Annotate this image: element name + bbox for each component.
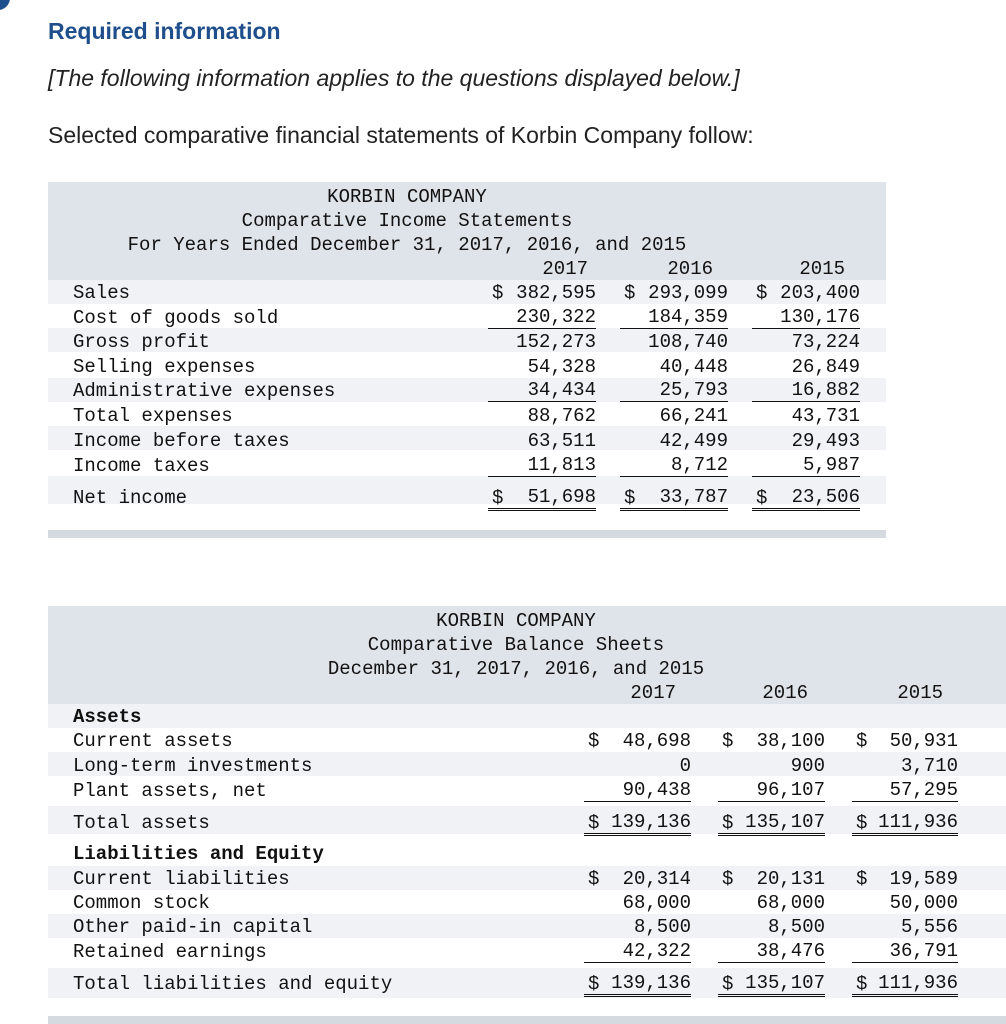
currency-symbol: $ — [856, 812, 868, 834]
currency-symbol: $ — [624, 282, 636, 304]
income-row-label: Cost of goods sold — [73, 307, 279, 329]
balance-sheet-title: Comparative Balance Sheets — [367, 634, 665, 656]
balance-row-label: Retained earnings — [73, 941, 267, 963]
balance-sheet-company: KORBIN COMPANY — [436, 610, 596, 632]
income-row-value: 66,241 — [659, 405, 728, 427]
table-bottom-bar — [48, 530, 886, 538]
currency-symbol: $ — [722, 730, 734, 752]
bs-year-header-2016: 2016 — [762, 682, 808, 704]
currency-symbol: $ — [588, 812, 600, 834]
currency-symbol: $ — [722, 812, 734, 834]
income-row-value: 63,511 — [527, 430, 596, 452]
income-row-value: 108,740 — [648, 331, 728, 353]
income-row-value: 26,849 — [791, 356, 860, 378]
currency-symbol: $ — [588, 730, 600, 752]
income-row-value: 382,595 — [516, 282, 596, 304]
currency-symbol: $ — [492, 282, 504, 304]
income-row-value: 184,359 — [620, 306, 728, 329]
balance-row-value: 0 — [679, 755, 691, 777]
income-row-value: 130,176 — [752, 306, 860, 329]
currency-symbol: $ — [588, 868, 600, 890]
balance-row-value: 19,589 — [889, 868, 958, 890]
corner-badge — [0, 0, 10, 10]
currency-symbol: $ — [588, 973, 600, 995]
balance-row-value: 38,100 — [756, 730, 825, 752]
income-row-label: Net income — [73, 487, 188, 509]
table-bottom-bar — [48, 1016, 1006, 1024]
currency-symbol: $ — [492, 487, 504, 509]
income-row-value: 293,099 — [648, 282, 728, 304]
row-stripe — [48, 704, 1006, 728]
balance-row-value: 20,131 — [756, 868, 825, 890]
income-row-value: 54,328 — [527, 356, 596, 378]
bs-year-header-2015: 2015 — [897, 682, 943, 704]
balance-sheet-table — [48, 606, 1006, 1024]
balance-sheet-period: December 31, 2017, 2016, and 2015 — [327, 658, 705, 680]
income-row-value: 29,493 — [791, 430, 860, 452]
balance-row-value: 38,476 — [718, 940, 825, 963]
balance-row-value: 135,107 — [718, 811, 825, 836]
income-row-value: 34,434 — [488, 379, 596, 402]
currency-symbol: $ — [624, 487, 636, 509]
income-row-value: 51,698 — [488, 486, 596, 511]
income-row-label: Selling expenses — [73, 356, 256, 378]
balance-row-label: Total assets — [73, 812, 210, 834]
balance-row-value: 139,136 — [584, 811, 691, 836]
required-information-heading: Required information — [48, 18, 281, 44]
year-header-2015: 2015 — [799, 258, 845, 280]
balance-row-label: Current liabilities — [73, 868, 290, 890]
currency-symbol: $ — [722, 973, 734, 995]
balance-row-value: 3,710 — [900, 755, 958, 777]
balance-row-value: 139,136 — [584, 972, 691, 997]
balance-row-label: Plant assets, net — [73, 780, 267, 802]
currency-symbol: $ — [856, 973, 868, 995]
income-row-value: 5,987 — [752, 454, 860, 477]
balance-row-value: 68,000 — [622, 892, 691, 914]
income-statement-period: For Years Ended December 31, 2017, 2016, and 2015 — [127, 234, 687, 256]
balance-row-label: Current assets — [73, 730, 233, 752]
instruction-note: [The following information applies to the questions displayed below.] — [48, 65, 740, 91]
income-row-label: Income taxes — [73, 455, 210, 477]
income-row-value: 40,448 — [659, 356, 728, 378]
year-header-2017: 2017 — [542, 258, 588, 280]
income-statement-company: KORBIN COMPANY — [327, 186, 487, 208]
income-row-value: 230,322 — [488, 306, 596, 329]
year-header-2016: 2016 — [667, 258, 713, 280]
income-row-label: Sales — [73, 282, 131, 304]
income-statement-title: Comparative Income Statements — [241, 210, 573, 232]
income-row-value: 43,731 — [791, 405, 860, 427]
balance-row-value: 48,698 — [622, 730, 691, 752]
income-statement-table — [48, 182, 886, 542]
currency-symbol: $ — [722, 868, 734, 890]
income-row-value: 73,224 — [791, 331, 860, 353]
income-row-label: Gross profit — [73, 331, 210, 353]
balance-row-value: 111,936 — [852, 811, 958, 836]
balance-row-value: 90,438 — [584, 779, 691, 802]
balance-row-value: 20,314 — [622, 868, 691, 890]
balance-row-value: 5,556 — [900, 916, 958, 938]
income-row-label: Administrative expenses — [73, 380, 336, 402]
balance-row-value: 50,000 — [889, 892, 958, 914]
intro-text: Selected comparative financial statements of Korbin Company follow: — [48, 122, 754, 148]
income-row-label: Total expenses — [73, 405, 233, 427]
balance-row-value: 135,107 — [718, 972, 825, 997]
assets-heading: Assets — [73, 706, 142, 728]
balance-row-label: Long-term investments — [73, 755, 313, 777]
currency-symbol: $ — [756, 282, 768, 304]
income-row-value: 88,762 — [527, 405, 596, 427]
balance-row-value: 96,107 — [718, 779, 825, 802]
balance-row-value: 36,791 — [852, 940, 958, 963]
income-row-value: 152,273 — [516, 331, 596, 353]
income-row-value: 8,712 — [620, 454, 728, 477]
balance-row-label: Common stock — [73, 892, 210, 914]
income-row-value: 11,813 — [488, 454, 596, 477]
balance-row-value: 111,936 — [852, 972, 958, 997]
liabilities-equity-heading: Liabilities and Equity — [73, 843, 324, 865]
balance-row-value: 8,500 — [633, 916, 691, 938]
balance-row-label: Other paid-in capital — [73, 916, 313, 938]
income-row-value: 33,787 — [620, 486, 728, 511]
currency-symbol: $ — [756, 487, 768, 509]
balance-row-value: 900 — [790, 755, 825, 777]
income-row-value: 42,499 — [659, 430, 728, 452]
income-row-value: 23,506 — [752, 486, 860, 511]
income-row-value: 16,882 — [752, 379, 860, 402]
balance-row-value: 68,000 — [756, 892, 825, 914]
balance-row-value: 42,322 — [584, 940, 691, 963]
balance-row-value: 57,295 — [852, 779, 958, 802]
bs-year-header-2017: 2017 — [630, 682, 676, 704]
currency-symbol: $ — [856, 730, 868, 752]
balance-row-label: Total liabilities and equity — [73, 973, 393, 995]
income-row-label: Income before taxes — [73, 430, 290, 452]
balance-row-value: 50,931 — [889, 730, 958, 752]
income-row-value: 203,400 — [780, 282, 860, 304]
income-row-value: 25,793 — [620, 379, 728, 402]
balance-row-value: 8,500 — [767, 916, 825, 938]
currency-symbol: $ — [856, 868, 868, 890]
